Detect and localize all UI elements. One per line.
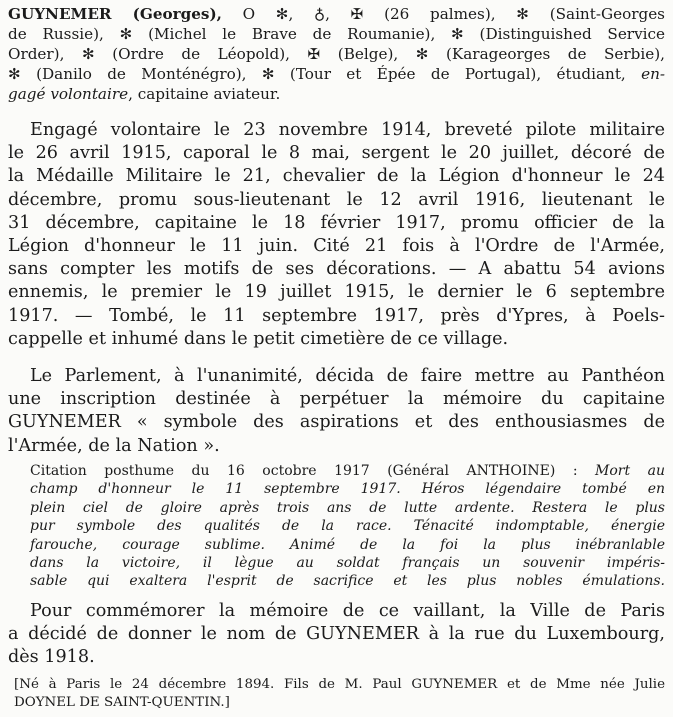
text-line: cappelle et inhumé dans le petit cimetière de ce village. [8, 328, 509, 349]
citation-line: farouche, courage sublime. Animé de la foi la plus inébranlable [30, 536, 665, 553]
career-paragraph [8, 119, 665, 351]
citation-line: plein ciel de gloire après trois ans de lutte ardente. Restera le plus [30, 499, 665, 516]
text-line: sans compter les motifs de ses décorations. — A abattu 54 avions [8, 259, 665, 280]
header-line: GUYNEMER (Georges), O ✻, ♁, ✠ (26 palmes), ✻ (Saint-Georges [8, 5, 665, 23]
text-line: la Médaille Militaire le 21, chevalier de la Légion d'honneur le 24 [8, 166, 665, 187]
citation-line: sable qui exaltera l'esprit de sacrifice et les plus nobles émulations. [30, 573, 665, 590]
header-entry [8, 4, 665, 104]
text-line: le 26 avril 1915, caporal le 8 mai, sergent le 20 juillet, décoré de [8, 143, 665, 164]
text-line: 1917. — Tombé, le 11 septembre 1917, près d'Ypres, à Poels- [8, 305, 665, 326]
text-line: dès 1918. [8, 647, 95, 668]
parliament-paragraph [8, 365, 665, 458]
header-line: gagé volontaire, capitaine aviateur. [8, 85, 281, 103]
text-line: ennemis, le premier le 19 juillet 1915, le dernier le 6 septembre [8, 282, 665, 303]
citation-line: pur symbole des qualités de la race. Ténacité indomptable, énergie [30, 518, 665, 535]
text-line: l'Armée, de la Nation ». [8, 435, 220, 456]
text-line: Engagé volontaire le 23 novembre 1914, breveté pilote militaire [30, 120, 665, 140]
text-line: Légion d'honneur le 11 juin. Cité 21 fois à l'Ordre de l'Armée, [8, 236, 665, 257]
citation-line: Citation posthume du 16 octobre 1917 (Général ANTHOINE) : Mort au [30, 463, 665, 479]
text-line: Le Parlement, à l'unanimité, décida de faire mettre au Panthéon [30, 366, 665, 386]
text-line: une inscription destinée à perpétuer la mémoire du capitaine [8, 389, 665, 410]
footnote-line: DOYNEL DE SAINT-QUENTIN.] [14, 695, 230, 710]
citation-paragraph [30, 462, 665, 591]
text-line: a décidé de donner le nom de GUYNEMER à la rue du Luxembourg, [8, 624, 665, 645]
citation-line: champ d'honneur le 11 septembre 1917. Héros légendaire tombé en [30, 481, 665, 498]
footnote [14, 676, 665, 712]
text-line: décembre, promu sous-lieutenant le 12 avril 1916, lieutenant le [8, 189, 665, 210]
footnote-line: [Né à Paris le 24 décembre 1894. Fils de M. Paul GUYNEMER et de Mme née Julie [14, 677, 665, 692]
text-line: Pour commémorer la mémoire de ce vaillant, la Ville de Paris [30, 601, 665, 621]
citation-line: dans la victoire, il lègue au soldat français un souvenir impéris- [30, 555, 665, 572]
paris-paragraph [8, 600, 665, 670]
header-line: Order), ✻ (Ordre de Léopold), ✠ (Belge), ✻ (Karageorges de Serbie), [8, 45, 665, 63]
header-line: de Russie), ✻ (Michel le Brave de Roumanie), ✻ (Distinguished Service [8, 25, 665, 43]
text-line: 31 décembre, capitaine le 18 février 1917, promu officier de la [8, 212, 665, 233]
header-line: ✻ (Danilo de Monténégro), ✻ (Tour et Épée de Portugal), étudiant, en- [8, 65, 665, 83]
text-line: GUYNEMER « symbole des aspirations et des enthousiasmes de [8, 412, 665, 433]
